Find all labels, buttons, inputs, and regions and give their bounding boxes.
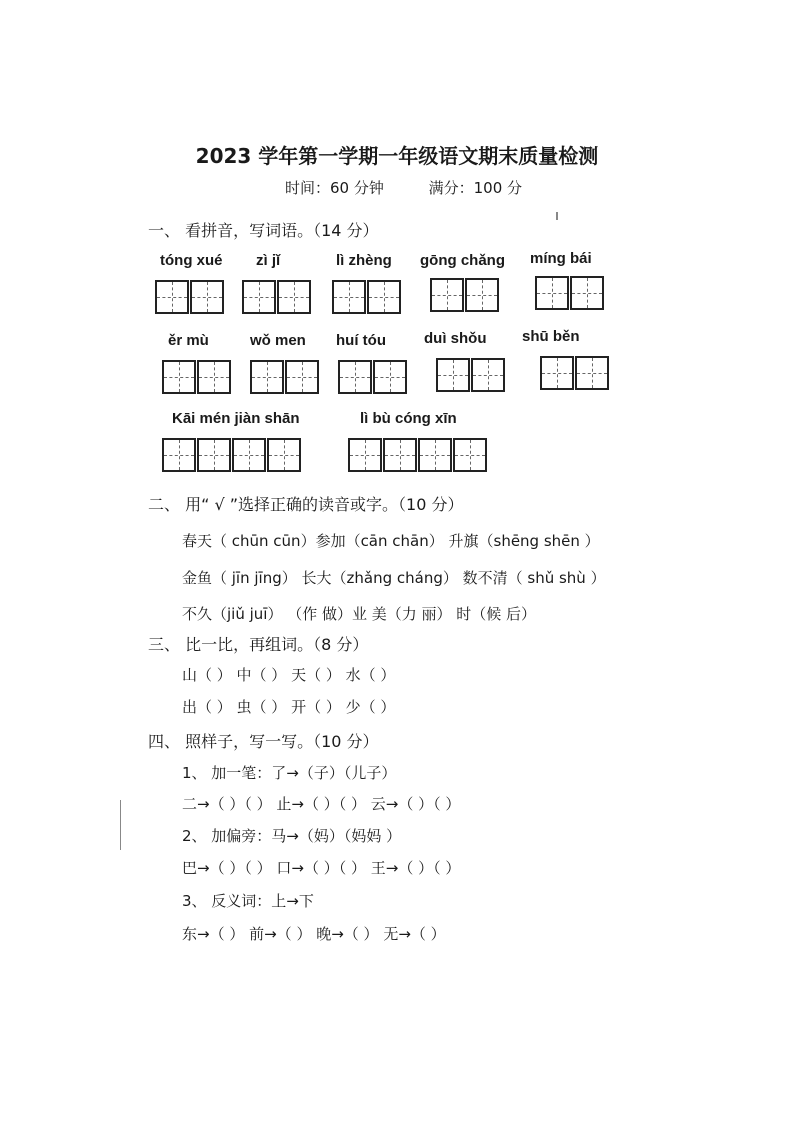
section-1-heading: 一、 看拼音，写词语。（14 分）: [148, 221, 379, 240]
pinyin-label: Kāi mén jiàn shān: [172, 410, 300, 427]
writing-grid[interactable]: [250, 360, 320, 394]
pinyin-label: wǒ men: [250, 332, 306, 349]
writing-grid[interactable]: [242, 280, 312, 314]
word-line: 山（ ） 中（ ） 天（ ） 水（ ）: [182, 666, 396, 684]
writing-grid[interactable]: [348, 438, 488, 472]
answer-line: 二→（ ）（ ） 止→（ ）（ ） 云→（ ）（ ）: [182, 795, 461, 813]
example-line: 2、 加偏旁：马→（妈）（妈妈 ）: [182, 827, 402, 845]
pinyin-label: shū běn: [522, 328, 580, 345]
pinyin-label: tóng xué: [160, 252, 223, 269]
page-title: 2023 学年第一学期一年级语文期末质量检测: [195, 144, 599, 168]
example-line: 3、 反义词：上→下: [182, 892, 314, 910]
pinyin-label: lì bù cóng xīn: [360, 410, 457, 427]
writing-grid[interactable]: [436, 358, 506, 392]
choice-line: 金鱼（ jīn jīng） 长大（zhǎng cháng） 数不清（ shǔ shù ）: [182, 569, 606, 587]
writing-grid[interactable]: [162, 360, 232, 394]
pinyin-label: ěr mù: [168, 332, 209, 349]
writing-grid[interactable]: [535, 276, 605, 310]
exam-info: [285, 177, 562, 198]
writing-grid[interactable]: [430, 278, 500, 312]
example-line: 1、 加一笔：了→（子）（儿子）: [182, 764, 397, 782]
answer-line: 东→（ ） 前→（ ） 晚→（ ） 无→（ ）: [182, 925, 446, 943]
choice-line: 不久（jiǔ juī） （作 做）业 美（力 丽） 时（候 后）: [182, 605, 537, 623]
answer-line: 巴→（ ）（ ） 口→（ ）（ ） 王→（ ）（ ）: [182, 859, 461, 877]
section-2-heading: 二、 用“ √ ”选择正确的读音或字。（10 分）: [148, 495, 464, 514]
scan-mark: [120, 800, 121, 850]
pinyin-label: duì shǒu: [424, 330, 487, 347]
pinyin-label: gōng chǎng: [420, 252, 505, 269]
word-line: 出（ ） 虫（ ） 开（ ） 少（ ）: [182, 698, 396, 716]
writing-grid[interactable]: [540, 356, 610, 390]
exam-score: 满分：100 分: [428, 179, 523, 197]
pinyin-label: lì zhèng: [336, 252, 392, 269]
pinyin-label: huí tóu: [336, 332, 386, 349]
writing-grid[interactable]: [332, 280, 402, 314]
section-3-heading: 三、 比一比，再组词。（8 分）: [148, 635, 369, 654]
scan-mark: [556, 212, 558, 220]
exam-time: 时间：60 分钟: [285, 179, 384, 197]
writing-grid[interactable]: [338, 360, 408, 394]
pinyin-label: míng bái: [530, 250, 592, 267]
writing-grid[interactable]: [155, 280, 225, 314]
choice-line: 春天（ chūn cūn）参加（cān chān） 升旗（shēng shēn ）: [182, 532, 600, 550]
writing-grid[interactable]: [162, 438, 302, 472]
section-4-heading: 四、 照样子，写一写。（10 分）: [148, 732, 379, 751]
pinyin-label: zì jǐ: [256, 252, 281, 269]
